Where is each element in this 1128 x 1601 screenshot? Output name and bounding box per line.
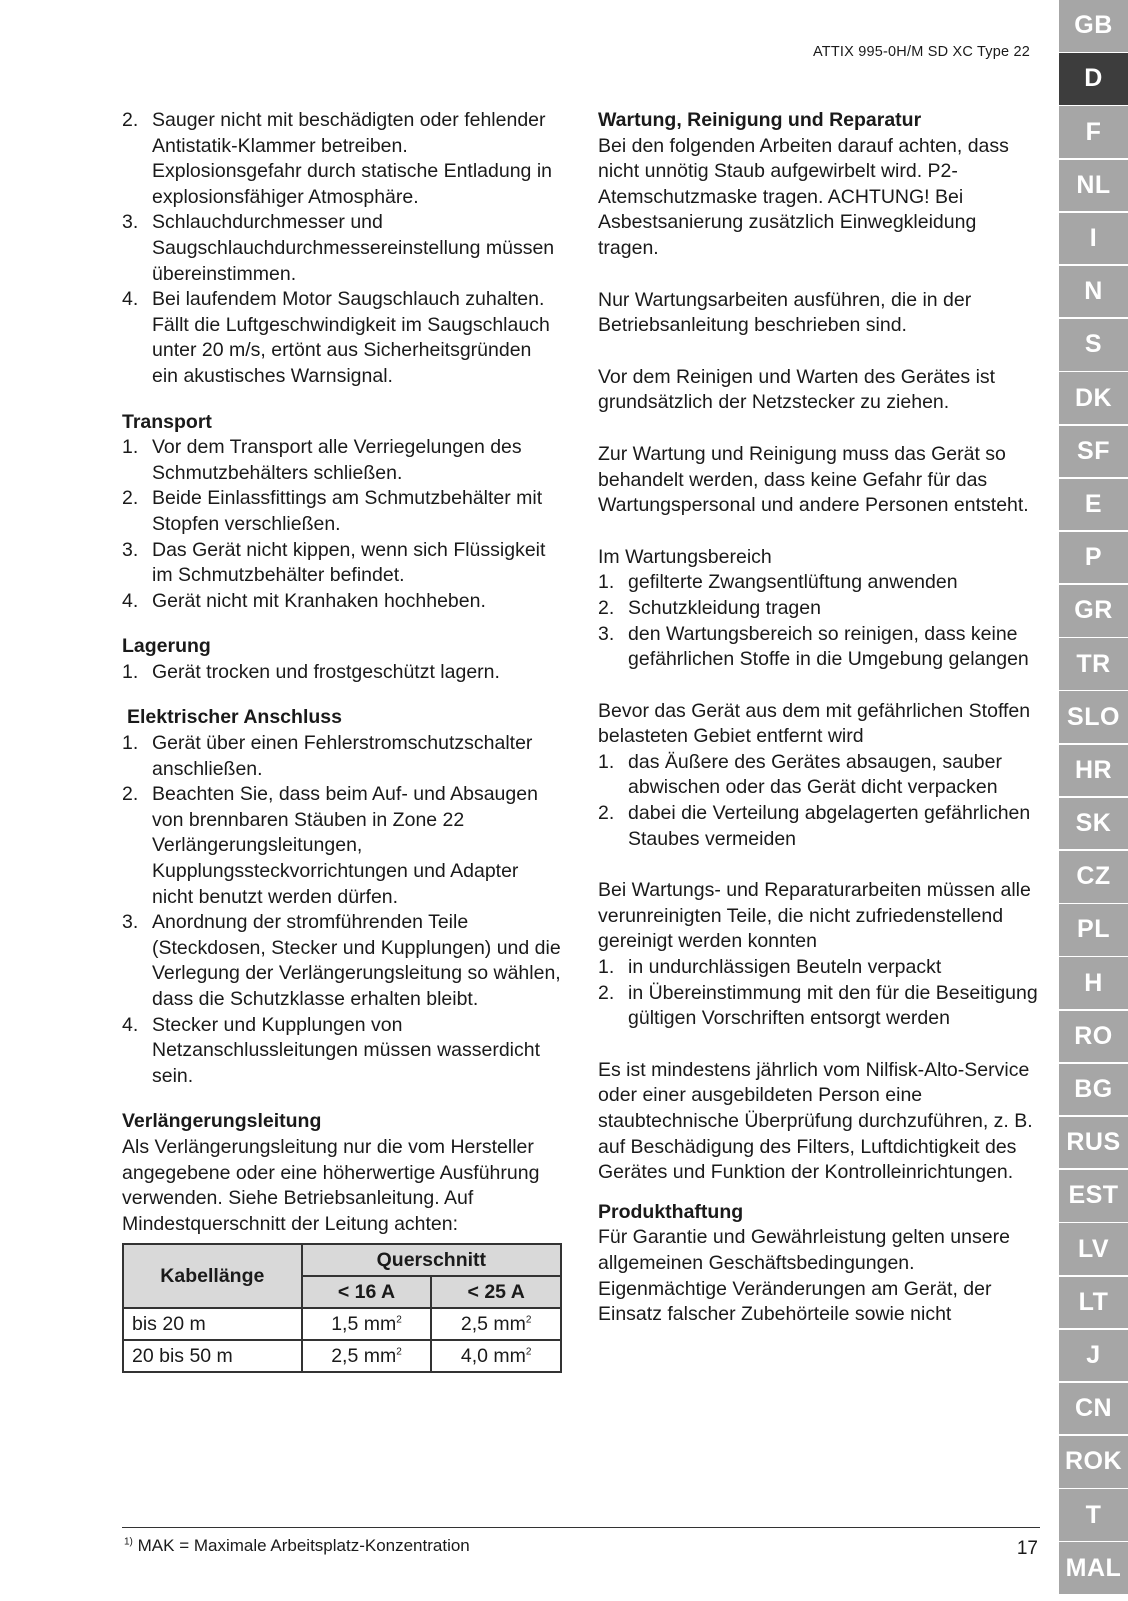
section-heading-lagerung: Lagerung [122, 635, 211, 658]
page-number: 17 [1016, 1538, 1038, 1559]
language-tab-cn[interactable]: CN [1059, 1383, 1128, 1435]
table-header-25a: < 25 A [431, 1276, 561, 1308]
list-number: 2. [122, 783, 139, 806]
list-number: 2. [122, 487, 139, 510]
language-tab-gr[interactable]: GR [1059, 585, 1128, 637]
safety-list [122, 108, 562, 390]
list-item [122, 731, 562, 782]
table-cell: 4,0 $mm^2$ [431, 1340, 561, 1372]
table-cell: 1,5 $mm^2$ [302, 1308, 432, 1340]
language-tab-i[interactable]: I [1059, 213, 1128, 265]
entsorgung-list [598, 955, 1038, 1032]
footnote-mark: 1) [124, 1536, 133, 1548]
list-text: gefilterte Zwangsentlüftung anwenden [628, 571, 958, 594]
language-tabs [1059, 0, 1128, 1596]
section-heading-transport: Transport [122, 410, 212, 433]
section-heading-produkthaftung: Produkthaftung [598, 1200, 744, 1223]
list-text: den Wartungsbereich so reinigen, dass keine gefährlichen Stoffe in die Umgebung gelangen [628, 622, 1029, 671]
list-item [122, 435, 562, 486]
list-item [122, 910, 562, 1012]
table-row [123, 1308, 561, 1340]
language-tab-lv[interactable]: LV [1059, 1223, 1128, 1275]
list-number: 3. [122, 211, 139, 234]
language-tab-lt[interactable]: LT [1059, 1277, 1128, 1329]
list-text: Das Gerät nicht kippen, wenn sich Flüssigkeit im Schmutzbehälter befindet. [152, 538, 546, 587]
list-item [598, 750, 1038, 801]
language-tab-cz[interactable]: CZ [1059, 851, 1128, 903]
language-tab-mal[interactable]: MAL [1059, 1542, 1128, 1594]
table-cell: 2,5 $mm^2$ [302, 1340, 432, 1372]
list-number: 1. [122, 436, 139, 459]
list-item [598, 596, 1038, 622]
section-heading-elektrisch: Elektrischer Anschluss [127, 706, 342, 729]
language-tab-p[interactable]: P [1059, 532, 1128, 584]
list-number: 2. [598, 802, 615, 825]
paragraph: Im Wartungsbereich [598, 545, 772, 568]
paragraph: Bei Wartungs- und Reparaturarbeiten müssen alle verunreinigten Teile, die nicht zufriedenstellend gereinigt werden konnten [598, 879, 1031, 953]
paragraph: Zur Wartung und Reinigung muss das Gerät so behandelt werden, dass keine Gefahr für das Wartungspersonal und andere Personen entsteht. [598, 442, 1029, 517]
list-text: Schlauchdurchmesser und Saugschlauchdurchmessereinstellung müssen übereinstimmen. [152, 211, 555, 285]
list-number: 1. [122, 732, 139, 755]
table-cell: bis 20 m [123, 1308, 302, 1340]
language-tab-hr[interactable]: HR [1059, 745, 1128, 797]
paragraph: Nur Wartungsarbeiten ausführen, die in der Betriebsanleitung beschrieben sind. [598, 288, 972, 337]
language-tab-t[interactable]: T [1059, 1489, 1128, 1541]
table-header-16a: < 16 A [302, 1276, 432, 1308]
list-number: 2. [598, 981, 615, 1004]
list-item [598, 570, 1038, 596]
wartungsbereich-list [598, 570, 1038, 672]
language-tab-rus[interactable]: RUS [1059, 1117, 1128, 1169]
language-tab-sf[interactable]: SF [1059, 426, 1128, 478]
list-number: 1. [598, 571, 615, 594]
language-tab-e[interactable]: E [1059, 479, 1128, 531]
list-item [122, 287, 562, 389]
language-tab-bg[interactable]: BG [1059, 1064, 1128, 1116]
list-text: Sauger nicht mit beschädigten oder fehlender Antistatik-Klammer betreiben. Explosionsgefahr durch statische Entladung in explosionsfähiger Atmosphäre. [152, 109, 552, 208]
entfernung-list [598, 750, 1038, 852]
language-tab-pl[interactable]: PL [1059, 904, 1128, 956]
table-cell: 20 bis 50 m [123, 1340, 302, 1372]
list-number: 1. [122, 660, 139, 683]
language-tab-f[interactable]: F [1059, 106, 1128, 158]
list-text: Gerät trocken und frostgeschützt lagern. [152, 660, 500, 683]
list-text: Stecker und Kupplungen von Netzanschlussleitungen müssen wasserdicht sein. [152, 1013, 541, 1087]
language-tab-dk[interactable]: DK [1059, 372, 1128, 424]
paragraph: Für Garantie und Gewährleistung gelten unsere allgemeinen Geschäftsbedingungen. Eigenmächtige Veränderungen am Gerät, der Einsatz falscher Zubehörteile sowie nicht [598, 1226, 1010, 1326]
list-item [598, 801, 1038, 852]
language-tab-s[interactable]: S [1059, 319, 1128, 371]
language-tab-sk[interactable]: SK [1059, 798, 1128, 850]
list-text: in undurchlässigen Beuteln verpackt [628, 956, 942, 979]
lagerung-list [122, 660, 562, 686]
language-tab-rok[interactable]: ROK [1059, 1436, 1128, 1488]
language-tab-h[interactable]: H [1059, 957, 1128, 1009]
right-column [598, 108, 1038, 1328]
paragraph: Vor dem Reinigen und Warten des Gerätes ist grundsätzlich der Netzstecker zu ziehen. [598, 365, 996, 414]
list-text: dabei die Verteilung abgelagerten gefährlichen Staubes vermeiden [628, 802, 1031, 850]
list-number: 3. [598, 622, 615, 645]
paragraph: Es ist mindestens jährlich vom Nilfisk-Alto-Service oder einer ausgebildeten Person eine staubtechnische Überprüfung durchzuführen, z. B. auf Beschädigung des Filters, Luftdichtigkeit des Gerätes und Funktion der Kontrolleinrichtungen. [598, 1058, 1033, 1184]
list-item [122, 782, 562, 910]
list-number: 4. [122, 1013, 139, 1036]
language-tab-est[interactable]: EST [1059, 1170, 1128, 1222]
footer-rule [122, 1527, 1040, 1528]
list-item [598, 955, 1038, 981]
left-column [122, 108, 562, 1373]
table-header-kabellaenge: Kabellänge [123, 1244, 302, 1308]
footnote-text: MAK = Maximale Arbeitsplatz-Konzentration [137, 1536, 470, 1555]
language-tab-gb[interactable]: GB [1059, 0, 1128, 52]
verlaengerung-text: Als Verlängerungsleitung nur die vom Hersteller angegebene oder eine höherwertige Ausführung verwenden. Siehe Betriebsanleitung. Auf Mindestquerschnitt der Leitung achten: [122, 1135, 540, 1235]
list-text: Anordnung der stromführenden Teile (Steckdosen, Stecker und Kupplungen) und die Verlegung der Verlängerungsleitung so wählen, dass die Schutzklasse erhalten bleibt. [152, 911, 561, 1010]
paragraph: Bevor das Gerät aus dem mit gefährlichen Stoffen belasteten Gebiet entfernt wird [598, 699, 1031, 748]
language-tab-slo[interactable]: SLO [1059, 691, 1128, 743]
list-item [122, 210, 562, 287]
language-tab-nl[interactable]: NL [1059, 160, 1128, 212]
list-number: 1. [598, 750, 615, 773]
list-text: in Übereinstimmung mit den für die Beseitigung gültigen Vorschriften entsorgt werden [628, 981, 1038, 1030]
language-tab-ro[interactable]: RO [1059, 1011, 1128, 1063]
language-tab-d[interactable]: D [1059, 53, 1128, 105]
list-number: 2. [598, 596, 615, 619]
list-item [598, 622, 1038, 673]
section-heading-verlaengerung: Verlängerungsleitung [122, 1110, 322, 1133]
list-text: Vor dem Transport alle Verriegelungen des Schmutzbehälters schließen. [152, 436, 522, 484]
transport-list [122, 435, 562, 614]
list-text: Gerät nicht mit Kranhaken hochheben. [152, 589, 486, 612]
list-item [122, 589, 562, 615]
language-tab-tr[interactable]: TR [1059, 638, 1128, 690]
language-tab-n[interactable]: N [1059, 266, 1128, 318]
footnote [124, 1536, 470, 1556]
list-text: Gerät über einen Fehlerstromschutzschalter anschließen. [152, 732, 533, 780]
list-number: 3. [122, 538, 139, 561]
table-cell: 2,5 $mm^2$ [431, 1308, 561, 1340]
elektrisch-list [122, 731, 562, 1089]
list-text: Schutzkleidung tragen [628, 596, 821, 619]
list-text: Beide Einlassfittings am Schmutzbehälter mit Stopfen verschließen. [152, 487, 543, 535]
list-item [122, 108, 562, 210]
list-item [122, 538, 562, 589]
list-number: 4. [122, 589, 139, 612]
table-row [123, 1340, 561, 1372]
list-text: Bei laufendem Motor Saugschlauch zuhalten. Fällt die Luftgeschwindigkeit im Saugschlauch unter 20 m/s, ertönt aus Sicherheitsgründen ein akustisches Warnsignal. [152, 288, 550, 387]
list-text: Beachten Sie, dass beim Auf- und Absaugen von brennbaren Stäuben in Zone 22 Verlängerungsleitungen, Kupplungssteckvorrichtungen und Adapter nicht benutzt werden dürfen. [152, 783, 538, 908]
section-heading-wartung: Wartung, Reinigung und Reparatur [598, 109, 922, 131]
list-item [122, 486, 562, 537]
table-header-querschnitt: Querschnitt [302, 1244, 561, 1276]
list-number: 2. [122, 109, 139, 131]
list-item [122, 660, 562, 686]
list-item [122, 1013, 562, 1090]
list-item [598, 981, 1038, 1032]
cable-table [122, 1243, 562, 1373]
list-number: 3. [122, 911, 139, 934]
list-number: 4. [122, 288, 139, 311]
list-number: 1. [598, 956, 615, 979]
paragraph: Bei den folgenden Arbeiten darauf achten, dass nicht unnötig Staub aufgewirbelt wird. P2-Atemschutzmaske tragen. ACHTUNG! Bei Asbestsanierung zusätzlich Einwegkleidung tragen. [598, 134, 1009, 259]
list-text: das Äußere des Gerätes absaugen, sauber abwischen oder das Gerät dicht verpacken [628, 750, 1002, 799]
language-tab-j[interactable]: J [1059, 1330, 1128, 1382]
document-header: ATTIX 995-0H/M SD XC Type 22 [812, 44, 1030, 60]
